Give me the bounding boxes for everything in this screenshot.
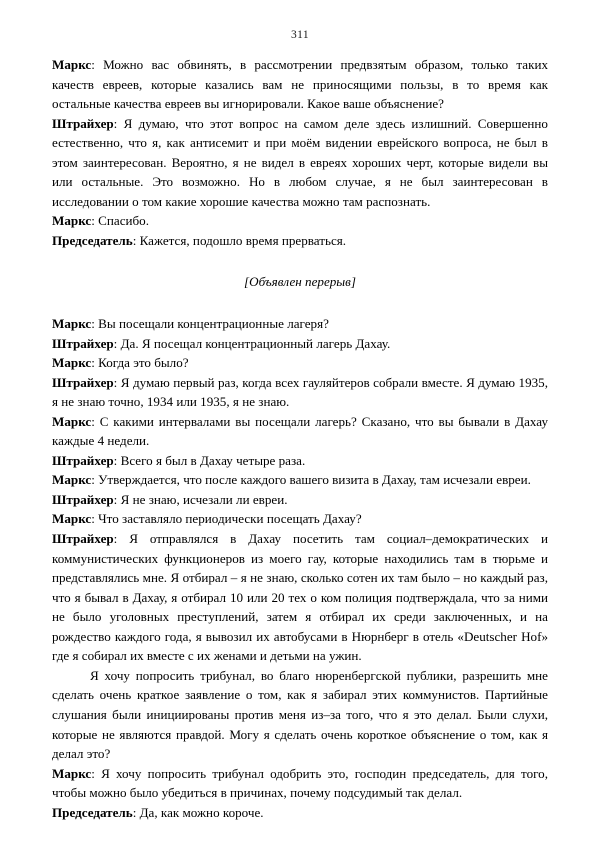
dialogue-text: Всего я был в Дахау четыре раза. bbox=[120, 452, 306, 468]
speaker-name: Маркс bbox=[52, 316, 92, 332]
dialogue-text: Кажется, подошло время прерваться. bbox=[139, 232, 347, 248]
speaker-separator: : bbox=[91, 355, 99, 371]
speaker-separator: : bbox=[113, 374, 121, 390]
spacer bbox=[52, 250, 548, 272]
dialogue-line bbox=[52, 470, 548, 490]
speaker-separator: : bbox=[132, 232, 140, 248]
speaker-name: Маркс bbox=[52, 511, 92, 527]
dialogue-line bbox=[52, 764, 548, 803]
dialogue-text: С какими интервалами вы посещали лагерь? Сказано, что вы бывали в Дахау каждые 4 недели. bbox=[52, 413, 548, 449]
dialogue-text: Я не знаю, исчезали ли евреи. bbox=[120, 491, 288, 507]
speaker-separator: : bbox=[113, 115, 124, 131]
speaker-name: Штрайхер bbox=[52, 115, 114, 131]
statement-paragraph: Я хочу попросить трибунал, во благо нюренбергской публики, разрешить мне сделать очень краткое заявление о том, как я забирал этих коммунистов. Партийные слушания были инициированы против меня из–за того, что я это делал. Были слухи, которые не являются правдой. Могу я сделать очень короткое объяснение о том, как я делал это? bbox=[52, 667, 548, 762]
speaker-separator: : bbox=[91, 213, 99, 229]
speaker-separator: : bbox=[91, 511, 99, 527]
speaker-separator: : bbox=[91, 413, 100, 429]
dialogue-line bbox=[52, 490, 548, 510]
dialogue-text: Когда это было? bbox=[98, 355, 189, 371]
dialogue-text: Да. Я посещал концентрационный лагерь Дахау. bbox=[120, 335, 391, 351]
dialogue-text: Вы посещали концентрационные лагеря? bbox=[98, 316, 329, 332]
speaker-name: Маркс bbox=[52, 765, 92, 781]
dialogue-line bbox=[52, 509, 548, 529]
page-body bbox=[52, 55, 548, 822]
stage-direction: [Объявлен перерыв] bbox=[244, 274, 356, 290]
dialogue-line bbox=[52, 211, 548, 231]
dialogue-text: Можно вас обвинять, в рассмотрении предвзятым образом, только таких качеств евреев, которые казались вам не приносящими пользы, в то время как остальные качества евреев вы игнорировали. Какое ваше объяснение? bbox=[52, 57, 548, 112]
dialogue-text: Что заставляло периодически посещать Дахау? bbox=[98, 511, 362, 527]
dialogue-line bbox=[52, 451, 548, 471]
speaker-name: Штрайхер bbox=[52, 374, 114, 390]
speaker-separator: : bbox=[113, 452, 121, 468]
dialogue-text: Да, как можно короче. bbox=[139, 804, 264, 820]
speaker-separator: : bbox=[91, 316, 99, 332]
speaker-name: Председатель bbox=[52, 804, 133, 820]
speaker-separator: : bbox=[113, 531, 130, 547]
speaker-separator: : bbox=[91, 57, 104, 72]
page-number: 311 bbox=[290, 29, 310, 41]
speaker-name: Штрайхер bbox=[52, 452, 114, 468]
dialogue-line bbox=[52, 529, 548, 666]
dialogue-text: Я думаю первый раз, когда всех гауляйтеров собрали вместе. Я думаю 1935, я не знаю точно, 1934 или 1935, я не знаю. bbox=[52, 374, 548, 410]
dialogue-line bbox=[52, 803, 548, 823]
speaker-name: Маркс bbox=[52, 355, 92, 371]
speaker-name: Штрайхер bbox=[52, 335, 114, 351]
dialogue-line bbox=[52, 55, 548, 114]
dialogue-line bbox=[52, 334, 548, 354]
speaker-name: Маркс bbox=[52, 213, 92, 229]
dialogue-text: Я думаю, что этот вопрос на самом деле здесь излишний. Совершенно естественно, что я, как антисемит и при моём видении еврейского вопроса, не был в этом заинтересован. Вероятно, я не видел в евреях хороших черт, которые видели вы или остальные. Это возможно. Но в любом случае, я не был заинтересован в исследовании о том какие хорошие качества можно там распознать. bbox=[52, 115, 548, 209]
dialogue-text: Утверждается, что после каждого вашего визита в Дахау, там исчезали евреи. bbox=[98, 472, 531, 488]
spacer bbox=[52, 292, 548, 314]
dialogue-line bbox=[52, 231, 548, 251]
speaker-name: Маркс bbox=[52, 413, 92, 429]
dialogue-line bbox=[52, 412, 548, 451]
dialogue-text: Я отправлялся в Дахау посетить там социал–демократических и коммунистических функционеров из моего гау, которые находились там в тюрьме и представлялись мне. Я отбирал – я не знаю, сколько сотен их там было – но каждый раз, что я бывал в Дахау, я отбирал 10 или 20 тех о ком полиция подтверждала, что за ними не было уголовных преступлений, затем я отбирал их среди заключенных, и на рождество каждого года, я вывозил их автобусами в Нюрнберг в отель «Deutscher Hof» где я собирал их вместе с их женами и детьми на ужин. bbox=[52, 531, 548, 664]
speaker-separator: : bbox=[113, 491, 121, 507]
speaker-name: Маркс bbox=[52, 472, 92, 488]
speaker-name: Председатель bbox=[52, 232, 133, 248]
speaker-separator: : bbox=[91, 765, 102, 781]
dialogue-line bbox=[52, 114, 548, 212]
dialogue-line bbox=[52, 353, 548, 373]
dialogue-line bbox=[52, 373, 548, 412]
dialogue-text: Спасибо. bbox=[98, 213, 149, 229]
speaker-name: Штрайхер bbox=[52, 491, 114, 507]
speaker-name: Штрайхер bbox=[52, 531, 114, 547]
speaker-separator: : bbox=[91, 472, 99, 488]
speaker-name: Маркс bbox=[52, 57, 92, 72]
speaker-separator: : bbox=[113, 335, 121, 351]
dialogue-text: Я хочу попросить трибунал одобрить это, господин председатель, для того, чтобы можно было убедиться в причинах, почему подсудимый так делал. bbox=[52, 765, 548, 801]
dialogue-line bbox=[52, 314, 548, 334]
speaker-separator: : bbox=[132, 804, 140, 820]
